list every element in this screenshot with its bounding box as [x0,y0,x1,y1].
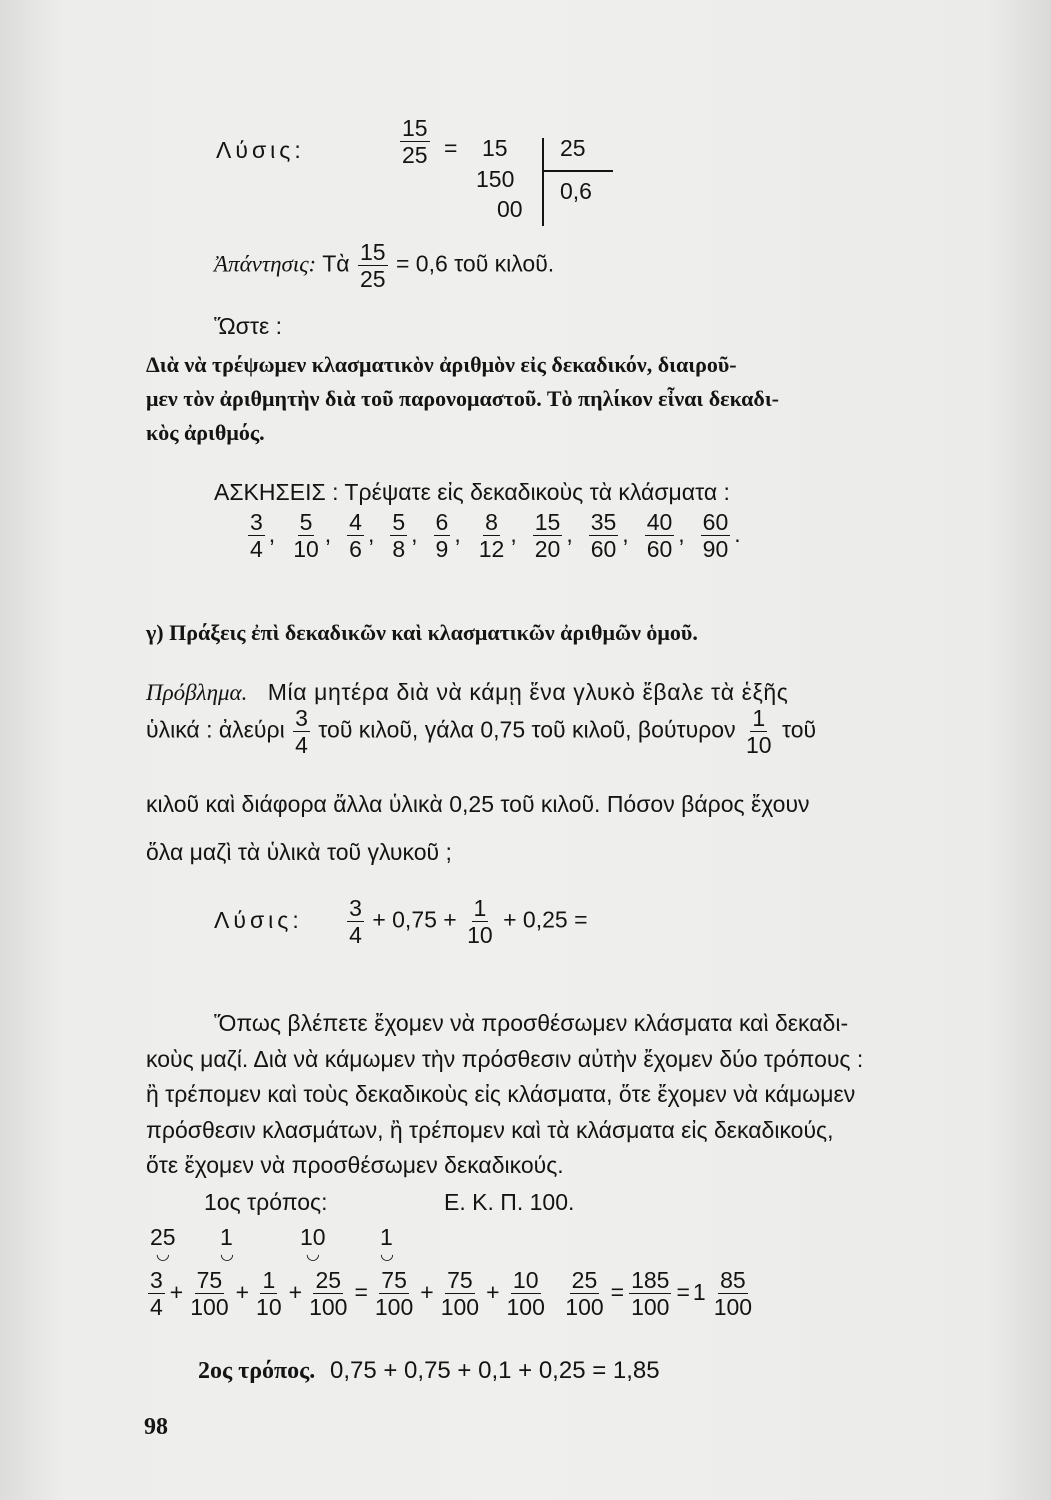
fraction-numerator: 1 [262,1267,276,1293]
operator: + [235,1278,250,1305]
fraction-denominator: 4 [295,732,308,759]
separator: , [454,520,461,547]
fraction-numerator: 35 [590,509,617,535]
mixed-whole: 1 [692,1278,706,1305]
fraction-numerator: 10 [512,1267,539,1293]
separator: , [411,520,418,547]
operator: + [288,1278,303,1305]
fraction-numerator: 25 [571,1267,598,1293]
method1-ekp: Ε. Κ. Π. 100. [444,1189,575,1215]
separator: , [678,520,685,547]
solution-term: + 0,25 = [503,906,588,933]
section-heading: γ) Πράξεις ἐπὶ δεκαδικῶν καὶ κλασματικῶν ἀριθμῶν ὁμοῦ. [146,620,698,645]
fraction-denominator: 100 [440,1294,480,1321]
multiplier: 1 ◡ [220,1224,234,1263]
multiplier: 10 ◡ [300,1224,326,1263]
fraction-denominator: 100 [565,1294,604,1321]
explanation-line: ἢ τρέπομεν καὶ τοὺς δεκαδικοὺς εἰς κλάσματα, ὅτε ἔχομεν νὰ κάμωμεν [146,1081,856,1107]
exercise-fraction [645,510,675,561]
fraction-numerator: 3 [150,1267,163,1293]
equals-sign: = [444,135,458,161]
separator: , [324,520,332,547]
method1-fraction [307,1268,349,1319]
method1-equation [146,1268,756,1319]
fraction-numerator: 75 [381,1267,407,1293]
exercise-fraction [477,510,507,561]
fraction-denominator: 12 [478,536,505,563]
fraction-numerator: 5 [392,509,406,535]
division-vertical-line [542,138,544,226]
fraction-denominator: 10 [467,922,493,949]
fraction-denominator: 25 [359,266,386,293]
division-fraction [398,116,432,167]
fraction-denominator: 20 [534,536,561,563]
operator: + [420,1278,434,1305]
fraction-denominator: 100 [631,1294,670,1321]
fraction-numerator: 15 [402,115,428,141]
division-step-1: 150 [476,166,515,192]
fraction-denominator: 100 [506,1294,545,1321]
rule-line: μεν τὸν ἀριθμητὴν διὰ τοῦ παρονομαστοῦ. Τὸ πηλίκον εἶναι δεκαδι- [146,386,779,411]
multiplier: 25 ◡ [150,1224,176,1263]
page-number: 98 [144,1414,168,1440]
fraction-denominator: 4 [150,1294,163,1321]
method2-expression: 0,75 + 0,75 + 0,1 + 0,25 = 1,85 [329,1357,660,1384]
exercise-fraction [390,510,407,561]
separator: . [734,520,741,547]
fraction-numerator: 75 [196,1267,223,1293]
separator: , [510,520,517,547]
problem-label: Πρόβλημα. [146,680,248,705]
solution-line [214,896,588,947]
fraction-numerator: 1 [473,895,487,921]
fraction-denominator: 100 [374,1294,414,1321]
exercise-fraction [248,510,265,561]
fraction-denominator: 60 [590,536,617,563]
fraction-numerator: 25 [315,1267,342,1293]
fraction-numerator: 8 [485,509,498,535]
operator: = [610,1278,625,1305]
fraction-numerator: 75 [447,1267,473,1293]
exercise-fraction [291,510,321,561]
fraction-denominator: 8 [392,536,406,563]
problem-text: Μία μητέρα διὰ νὰ κάμῃ ἕνα γλυκὸ ἔβαλε τὰ ἑξῆς [267,679,789,705]
problem-line-2 [146,706,816,757]
method1-result-fraction [505,1268,547,1319]
fraction-numerator: 3 [250,509,263,535]
problem-text: τοῦ [781,716,817,743]
rule-line: κὸς ἀριθμός. [146,420,265,445]
explanation-line: Ὅπως βλέπετε ἔχομεν νὰ προσθέσωμεν κλάσματα καὶ δεκαδι- [214,1010,849,1036]
exercise-fraction [701,510,731,561]
fraction-numerator: 40 [646,509,673,535]
exercise-fraction [434,510,451,561]
rule-block [146,348,779,450]
fraction-denominator: 9 [435,536,449,563]
fraction-numerator: 4 [349,509,362,535]
separator: , [367,520,375,547]
fraction-denominator: 100 [309,1294,348,1321]
method1-sum-fraction [629,1268,671,1319]
hoste-label: Ὥστε : [214,313,283,339]
rule-line: Διὰ νὰ τρέψωμεν κλασματικὸν ἀριθμὸν εἰς δεκαδικόν, διαιροῦ- [146,352,737,377]
solution-label-1: Λύσις: [216,137,305,163]
fraction-denominator: 10 [745,732,772,759]
answer-suffix: = 0,6 τοῦ κιλοῦ. [395,250,555,277]
quotient: 0,6 [560,178,592,204]
exercise-fractions [246,510,755,561]
exercises-heading: ΑΣΚΗΣΕΙΣ : Τρέψατε εἰς δεκαδικοὺς τὰ κλάσματα : [214,479,730,505]
method2-label: 2ος τρόπος. [198,1358,316,1384]
exercise-fraction [589,510,619,561]
solution-label-2: Λύσις: [214,906,303,933]
fraction-numerator: 185 [631,1267,670,1293]
explanation-block [146,1006,863,1184]
answer-line [214,240,554,291]
operator: = [354,1278,368,1305]
fraction-numerator: 6 [435,509,449,535]
fraction-numerator: 3 [349,895,362,921]
method1-result-fraction [373,1268,415,1319]
fraction-denominator: 100 [190,1294,229,1321]
separator: , [268,520,276,547]
divisor: 25 [560,135,586,161]
fraction-denominator: 90 [702,536,729,563]
method1-label: 1ος τρόπος: [204,1189,328,1215]
operator: + [486,1278,500,1305]
answer-prefix: Τὰ [322,250,350,277]
problem-text: τοῦ κιλοῦ, γάλα 0,75 τοῦ κιλοῦ, βούτυρον [318,716,736,743]
fraction-denominator: 4 [349,922,362,949]
division-step-2: 00 [497,196,523,222]
problem-line-3: κιλοῦ καὶ διάφορα ἄλλα ὑλικὰ 0,25 τοῦ κιλοῦ. Πόσον βάρος ἔχουν [146,791,810,817]
division-horizontal-line [543,170,613,172]
fraction-numerator: 1 [752,705,766,731]
fraction-denominator: 25 [402,142,428,169]
fraction-denominator: 60 [646,536,673,563]
method1-fraction [148,1268,165,1319]
dividend: 15 [482,135,508,161]
operator: + [169,1278,184,1305]
operator: = [676,1278,690,1305]
exercise-fraction [347,510,364,561]
method1-result-fraction [563,1268,605,1319]
method1-result-fraction [439,1268,481,1319]
problem-line-4: ὅλα μαζὶ τὰ ὑλικὰ τοῦ γλυκοῦ ; [146,839,452,865]
mixed-fraction [712,1268,754,1319]
method1-fraction [188,1268,230,1319]
problem-line-1 [146,676,788,709]
fraction-denominator: 10 [293,536,319,563]
operator [552,1279,558,1305]
fraction-numerator: 60 [702,509,729,535]
fraction-denominator: 6 [349,536,362,563]
fraction-numerator: 15 [359,239,386,265]
fraction-numerator: 85 [720,1267,746,1293]
separator: , [566,520,573,547]
fraction-numerator: 15 [534,509,561,535]
method1-fraction [254,1268,284,1319]
fraction-denominator: 100 [713,1294,753,1321]
fraction-numerator: 5 [299,509,313,535]
fraction-denominator: 10 [256,1294,282,1321]
explanation-line: πρόσθεσιν κλασμάτων, ἢ τρέπομεν καὶ τὰ κλάσματα εἰς δεκαδικούς, [146,1116,834,1143]
problem-text: ὑλικά : ἀλεύρι [146,716,285,743]
fraction-numerator: 3 [295,705,308,731]
solution-term: + 0,75 + [372,906,457,933]
method2-line [198,1354,660,1388]
exercise-fraction [533,510,563,561]
fraction-denominator: 4 [250,536,263,563]
explanation-line: κοὺς μαζί. Διὰ νὰ κάμωμεν τὴν πρόσθεσιν αὐτὴν ἔχομεν δύο τρόπους : [146,1045,864,1072]
answer-label: Ἀπάντησις: [214,251,317,277]
multiplier: 1 ◡ [380,1224,394,1263]
separator: , [622,520,629,547]
explanation-line: ὅτε ἔχομεν νὰ προσθέσωμεν δεκαδικούς. [146,1152,564,1178]
